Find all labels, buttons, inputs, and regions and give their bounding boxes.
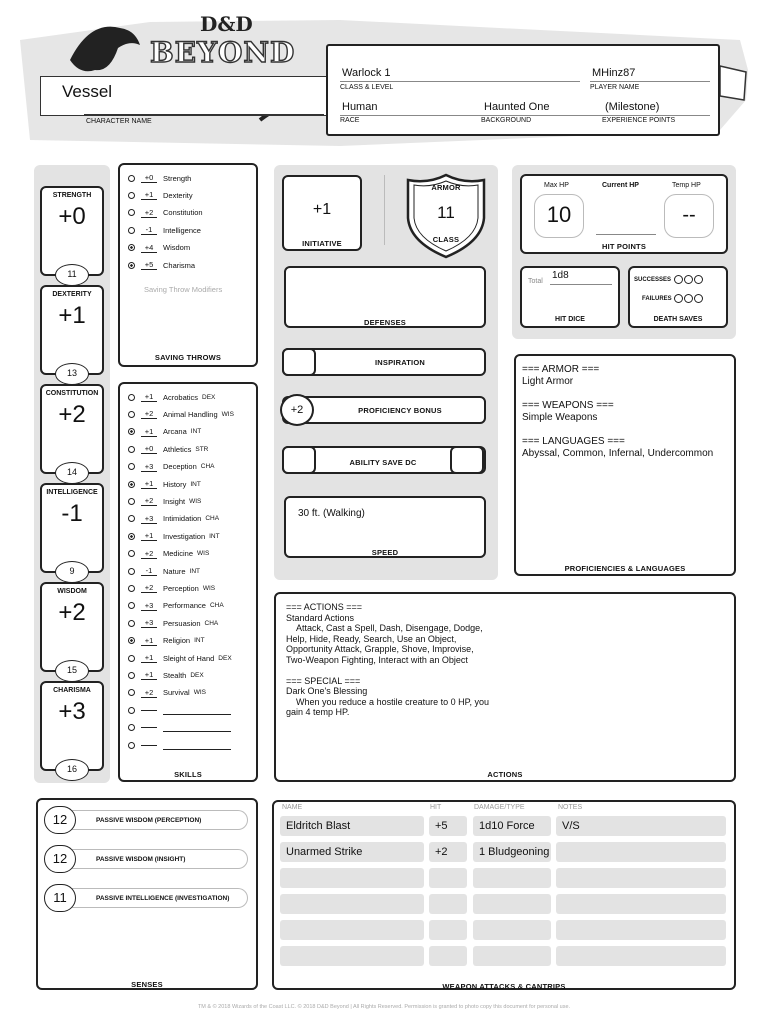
- proficiency-pip: [128, 655, 135, 662]
- proficiency-pip: [128, 620, 135, 627]
- saving-throw-name: Strength: [163, 173, 192, 183]
- defenses-box[interactable]: [284, 266, 486, 328]
- skill-athletics[interactable]: [128, 442, 208, 456]
- attacks-label: WEAPON ATTACKS & CANTRIPS: [442, 982, 566, 991]
- class-level-label: CLASS & LEVEL: [340, 84, 394, 91]
- skill-name: Sleight of Hand: [163, 653, 215, 663]
- center-divider: [384, 175, 385, 245]
- skill-acrobatics[interactable]: [128, 390, 215, 404]
- skill-mod: +2: [141, 409, 157, 419]
- proficiency-pip: [128, 742, 135, 749]
- skill-ability: DEX: [218, 654, 232, 662]
- race[interactable]: Human: [342, 101, 378, 113]
- ability-name: INTELLIGENCE: [46, 489, 98, 496]
- skill-ability: WIS: [189, 497, 202, 505]
- skill-mod: +2: [141, 583, 157, 593]
- skill-stealth[interactable]: [128, 668, 204, 682]
- player-name[interactable]: MHinz87: [592, 67, 636, 79]
- success-pip-2[interactable]: [684, 275, 693, 284]
- skill-ability: WIS: [202, 584, 216, 592]
- speed-box[interactable]: [284, 496, 486, 558]
- proficiency-pip: [128, 209, 135, 216]
- logo-dnd: D&D: [200, 12, 253, 36]
- proficiency-pip: [128, 428, 135, 435]
- proficiencies-text: === ARMOR === Light Armor === WEAPONS === Simple Weapons === LANGUAGES === Abyssal, Common, Infernal, Undercommon: [522, 364, 714, 459]
- attack-damage-cell[interactable]: [473, 946, 551, 966]
- saving-throw-mod: +1: [141, 190, 157, 200]
- skill-ability: INT: [194, 637, 205, 645]
- skill-mod: +3: [141, 514, 157, 524]
- hit-dice-label: HIT DICE: [555, 316, 585, 323]
- attack-hit-cell[interactable]: [429, 894, 467, 914]
- saving-throw-mod: +4: [141, 243, 157, 253]
- hit-points-box: [520, 174, 728, 254]
- proficiency-bonus-bar: [282, 396, 486, 424]
- skill-ability: WIS: [221, 410, 234, 418]
- failures-row: [642, 294, 703, 303]
- ability-charisma[interactable]: [40, 681, 104, 774]
- hit-dice-total-label: Total: [528, 278, 543, 285]
- ability-dexterity[interactable]: [40, 285, 104, 378]
- skill-ability: CHA: [200, 463, 215, 471]
- ability-modifier: +2: [58, 401, 86, 428]
- ability-score: 11: [55, 264, 89, 286]
- proficiency-pip: [128, 637, 135, 644]
- skill-ability: DEX: [190, 671, 204, 679]
- attack-name-cell[interactable]: Eldritch Blast: [280, 816, 424, 836]
- skill-arcana[interactable]: [128, 425, 201, 439]
- saving-throw-name: Constitution: [163, 208, 203, 218]
- skill-ability: CHA: [204, 619, 219, 627]
- character-name-label: CHARACTER NAME: [86, 118, 152, 125]
- failures-label: FAILURES: [642, 296, 672, 303]
- ability-modifier: +0: [58, 203, 86, 230]
- skill-mod: [141, 710, 157, 711]
- skill-name: Stealth: [163, 670, 187, 680]
- ability-intelligence[interactable]: [40, 483, 104, 576]
- skill-medicine[interactable]: [128, 547, 209, 561]
- skill-perception[interactable]: [128, 581, 215, 595]
- attack-notes-cell[interactable]: [556, 946, 726, 966]
- skill-name-line: [163, 723, 231, 732]
- attack-notes-cell[interactable]: [556, 868, 726, 888]
- proficiency-pip: [128, 724, 135, 731]
- skill-investigation[interactable]: [128, 529, 220, 543]
- attacks-header-hit: HIT: [430, 804, 442, 811]
- attack-name-cell[interactable]: [280, 946, 424, 966]
- proficiency-pip: [128, 533, 135, 540]
- sense-name: PASSIVE INTELLIGENCE (INVESTIGATION): [72, 888, 248, 908]
- race-label: RACE: [340, 117, 360, 124]
- skill-ability: INT: [209, 532, 220, 540]
- ability-modifier: +1: [58, 302, 86, 329]
- skill-mod: +1: [141, 479, 157, 489]
- skill-religion[interactable]: [128, 634, 205, 648]
- skill-name: Athletics: [163, 444, 192, 454]
- initiative-value: +1: [312, 201, 332, 218]
- skill-mod: +1: [141, 670, 157, 680]
- saving-throw-name: Charisma: [163, 260, 196, 270]
- skill-ability: INT: [190, 428, 202, 436]
- proficiency-pip: [128, 192, 135, 199]
- sense-name: PASSIVE WISDOM (PERCEPTION): [72, 810, 248, 830]
- failure-pip-1[interactable]: [674, 294, 683, 303]
- proficiency-pip: [128, 244, 135, 251]
- attacks-header-damage: DAMAGE/TYPE: [474, 804, 525, 811]
- skill-name-line: [163, 741, 231, 750]
- proficiency-pip: [128, 227, 135, 234]
- skill-mod: -1: [141, 566, 157, 576]
- hit-dice-value: 1d8: [552, 270, 569, 281]
- ability-name: STRENGTH: [52, 192, 92, 199]
- speed-label: SPEED: [371, 548, 399, 557]
- success-pip-3[interactable]: [694, 275, 703, 284]
- skills-box: [118, 382, 258, 782]
- skill-name: Deception: [163, 462, 197, 472]
- inspiration-label: INSPIRATION: [375, 358, 425, 367]
- saving-throw-constitution[interactable]: [128, 206, 203, 220]
- current-hp-label: Current HP: [602, 182, 639, 189]
- skill-performance[interactable]: [128, 599, 224, 613]
- ability-save-dc-bar: [282, 446, 486, 474]
- skill-persuasion[interactable]: [128, 616, 218, 630]
- skill-name: Acrobatics: [163, 392, 199, 402]
- successes-row: [634, 275, 703, 284]
- sense-row: [44, 806, 248, 834]
- successes-label: SUCCESSES: [634, 277, 672, 284]
- actions-box: [274, 592, 736, 782]
- skill-ability: CHA: [209, 602, 224, 610]
- skill-animal-handling[interactable]: [128, 407, 234, 421]
- skill-mod: +1: [141, 427, 157, 437]
- proficiency-pip: [128, 568, 135, 575]
- skill-ability: INT: [190, 480, 201, 488]
- defenses-label: DEFENSES: [363, 318, 407, 327]
- attack-hit-cell[interactable]: +2: [429, 842, 467, 862]
- armor-label-top: ARMOR: [431, 183, 461, 192]
- background[interactable]: Haunted One: [484, 101, 550, 113]
- skill-name: Persuasion: [163, 618, 201, 628]
- inspiration-toggle[interactable]: [282, 348, 316, 376]
- skill-ability: WIS: [193, 689, 206, 697]
- experience[interactable]: (Milestone): [605, 101, 660, 113]
- skill-name: Animal Handling: [163, 409, 218, 419]
- skill-custom[interactable]: [128, 721, 231, 735]
- temp-hp-label: Temp HP: [672, 182, 701, 189]
- skill-custom[interactable]: [128, 738, 231, 752]
- saving-throw-modifiers-label: Saving Throw Modifiers: [144, 285, 223, 294]
- attack-notes-cell[interactable]: [556, 894, 726, 914]
- skill-name-line: [163, 706, 231, 715]
- current-hp-input[interactable]: [596, 234, 656, 235]
- proficiency-pip: [128, 672, 135, 679]
- sense-row: [44, 884, 248, 912]
- skill-name: Religion: [163, 636, 191, 646]
- attack-damage-cell[interactable]: [473, 868, 551, 888]
- skill-name: Nature: [163, 566, 186, 576]
- saving-throws-title: SAVING THROWS: [154, 353, 222, 362]
- skill-name: Perception: [163, 583, 199, 593]
- ability-score: 16: [55, 759, 89, 781]
- sense-value: 12: [44, 806, 76, 834]
- ability-score: 15: [55, 660, 89, 682]
- saving-throw-strength[interactable]: [128, 171, 191, 185]
- ability-wisdom[interactable]: [40, 582, 104, 675]
- attack-name-cell[interactable]: [280, 920, 424, 940]
- sense-name: PASSIVE WISDOM (INSIGHT): [72, 849, 248, 869]
- skill-name: Medicine: [163, 549, 194, 559]
- player-name-line: [590, 81, 710, 82]
- attacks-header-name: NAME: [282, 804, 303, 811]
- proficiency-pip: [128, 394, 135, 401]
- class-level-line: [340, 81, 580, 82]
- initiative-label: INITIATIVE: [302, 239, 342, 248]
- skill-insight[interactable]: [128, 494, 201, 508]
- proficiency-pip: [128, 262, 135, 269]
- saving-throw-charisma[interactable]: [128, 258, 195, 272]
- skill-ability: STR: [195, 445, 209, 453]
- skill-name: Investigation: [163, 531, 206, 541]
- proficiency-pip: [128, 498, 135, 505]
- skill-survival[interactable]: [128, 686, 206, 700]
- skill-custom[interactable]: [128, 703, 231, 717]
- experience-label: EXPERIENCE POINTS: [602, 117, 676, 124]
- race-line: [340, 115, 710, 116]
- skill-ability: INT: [189, 567, 200, 575]
- attacks-header-notes: NOTES: [558, 804, 583, 811]
- ability-score: 14: [55, 462, 89, 484]
- skill-deception[interactable]: [128, 460, 215, 474]
- senses-label: SENSES: [131, 980, 163, 989]
- skill-sleight-of-hand[interactable]: [128, 651, 232, 665]
- attack-notes-cell[interactable]: [556, 842, 726, 862]
- ability-name: CONSTITUTION: [45, 390, 99, 397]
- attack-damage-cell[interactable]: 1 Bludgeoning: [473, 842, 551, 862]
- proficiencies-label: PROFICIENCIES & LANGUAGES: [564, 564, 686, 573]
- proficiency-pip: [128, 707, 135, 714]
- proficiency-pip: [128, 585, 135, 592]
- saving-throw-name: Wisdom: [163, 243, 191, 253]
- ability-modifier: -1: [61, 500, 83, 527]
- saving-throw-dexterity[interactable]: [128, 188, 193, 202]
- character-name: Vessel: [62, 82, 113, 101]
- ability-score: 13: [55, 363, 89, 385]
- skills-title: SKILLS: [174, 770, 202, 779]
- footer-copyright: TM & © 2018 Wizards of the Coast LLC. © 2018 D&D Beyond | All Rights Reserved. Permission is granted to photo copy this document for personal use.: [197, 1004, 571, 1010]
- saving-throw-mod: -1: [141, 225, 157, 235]
- ability-name: DEXTERITY: [52, 291, 92, 298]
- saving-throw-name: Dexterity: [163, 190, 193, 200]
- proficiency-bonus-value: +2: [280, 394, 314, 426]
- hit-dice-box: [520, 266, 620, 328]
- skill-ability: WIS: [197, 550, 210, 558]
- failure-pip-2[interactable]: [684, 294, 693, 303]
- save-dc-left: [282, 446, 316, 474]
- skill-ability: DEX: [202, 393, 216, 401]
- skill-mod: [141, 727, 157, 728]
- attack-hit-cell[interactable]: [429, 868, 467, 888]
- skill-mod: +1: [141, 653, 157, 663]
- ability-name: CHARISMA: [53, 687, 91, 694]
- ability-modifier: +3: [58, 698, 86, 725]
- class-level[interactable]: Warlock 1: [342, 67, 391, 79]
- armor-label-bottom: CLASS: [432, 235, 460, 244]
- saving-throw-mod: +5: [141, 260, 157, 270]
- saving-throw-wisdom[interactable]: [128, 241, 190, 255]
- skill-mod: [141, 745, 157, 746]
- character-name-line: [84, 114, 324, 115]
- proficiency-pip: [128, 550, 135, 557]
- proficiency-pip: [128, 411, 135, 418]
- speed-value: 30 ft. (Walking): [298, 508, 365, 519]
- skill-mod: +1: [141, 531, 157, 541]
- background-label: BACKGROUND: [481, 117, 532, 124]
- hit-dice-line: [550, 284, 612, 285]
- initiative-box[interactable]: [282, 175, 362, 251]
- death-saves-box: [628, 266, 728, 328]
- failure-pip-3[interactable]: [694, 294, 703, 303]
- proficiency-pip: [128, 463, 135, 470]
- ability-strength[interactable]: [40, 186, 104, 279]
- attack-damage-cell[interactable]: [473, 894, 551, 914]
- attack-damage-cell[interactable]: [473, 920, 551, 940]
- proficiency-bonus-label: PROFICIENCY BONUS: [358, 406, 442, 415]
- saving-throw-intelligence[interactable]: [128, 223, 201, 237]
- skill-mod: +1: [141, 636, 157, 646]
- skill-mod: +2: [141, 549, 157, 559]
- inspiration-bar[interactable]: [282, 348, 486, 376]
- proficiency-pip: [128, 175, 135, 182]
- ability-modifier: +2: [58, 599, 86, 626]
- skill-mod: +3: [141, 601, 157, 611]
- skill-mod: +1: [141, 392, 157, 402]
- attack-hit-cell[interactable]: +5: [429, 816, 467, 836]
- attack-name-cell[interactable]: [280, 894, 424, 914]
- sense-value: 11: [44, 884, 76, 912]
- proficiency-pip: [128, 446, 135, 453]
- attack-name-cell[interactable]: Unarmed Strike: [280, 842, 424, 862]
- sense-row: [44, 845, 248, 873]
- proficiency-pip: [128, 515, 135, 522]
- proficiency-pip: [128, 689, 135, 696]
- skill-mod: +3: [141, 462, 157, 472]
- ability-constitution[interactable]: [40, 384, 104, 477]
- max-hp-value: 10: [534, 194, 584, 238]
- proficiencies-box: [514, 354, 736, 576]
- skill-mod: +2: [141, 496, 157, 506]
- save-dc-right: [450, 446, 484, 474]
- player-name-label: PLAYER NAME: [590, 84, 640, 91]
- saving-throw-mod: +0: [141, 173, 157, 183]
- skill-name: Intimidation: [163, 514, 202, 524]
- skill-history[interactable]: [128, 477, 201, 491]
- skill-mod: +3: [141, 618, 157, 628]
- attack-notes-cell[interactable]: V/S: [556, 816, 726, 836]
- attack-notes-cell[interactable]: [556, 920, 726, 940]
- saving-throw-name: Intelligence: [163, 225, 201, 235]
- max-hp-label: Max HP: [544, 182, 569, 189]
- ability-name: WISDOM: [57, 588, 87, 595]
- skill-name: Insight: [163, 496, 186, 506]
- attack-hit-cell[interactable]: [429, 920, 467, 940]
- skill-name: Arcana: [163, 427, 187, 437]
- armor-class-value[interactable]: 11: [437, 203, 455, 222]
- attack-name-cell[interactable]: [280, 868, 424, 888]
- sense-value: 12: [44, 845, 76, 873]
- temp-hp-value[interactable]: --: [664, 194, 714, 238]
- saving-throws-box: [118, 163, 258, 367]
- ability-score: 9: [55, 561, 89, 583]
- saving-throw-mod: +2: [141, 208, 157, 218]
- ability-save-dc-label: ABILITY SAVE DC: [349, 458, 417, 467]
- skill-name: Survival: [163, 688, 190, 698]
- proficiency-pip: [128, 481, 135, 488]
- death-saves-label: DEATH SAVES: [653, 316, 703, 323]
- attack-hit-cell[interactable]: [429, 946, 467, 966]
- skill-name: History: [163, 479, 187, 489]
- skill-mod: +2: [141, 688, 157, 698]
- skill-ability: CHA: [205, 515, 220, 523]
- actions-text: === ACTIONS === Standard Actions Attack, Cast a Spell, Dash, Disengage, Dodge, Help, Hide, Ready, Search, Use an Object, Opportunity Attack, Grapple, Shove, Improvise, Two-Weapon Fighting, Interact with an Object === SPECIAL === Dark One's Blessing When you reduce a hostile creature to 0 HP, you gain 4 temp HP.: [286, 602, 489, 717]
- skill-intimidation[interactable]: [128, 512, 219, 526]
- attack-damage-cell[interactable]: 1d10 Force: [473, 816, 551, 836]
- logo-beyond: BEYOND: [150, 36, 296, 69]
- skill-nature[interactable]: [128, 564, 200, 578]
- proficiency-pip: [128, 602, 135, 609]
- actions-label: ACTIONS: [487, 770, 523, 779]
- skill-mod: +0: [141, 444, 157, 454]
- hit-points-label: HIT POINTS: [601, 242, 647, 251]
- success-pip-1[interactable]: [674, 275, 683, 284]
- skill-name: Performance: [163, 601, 206, 611]
